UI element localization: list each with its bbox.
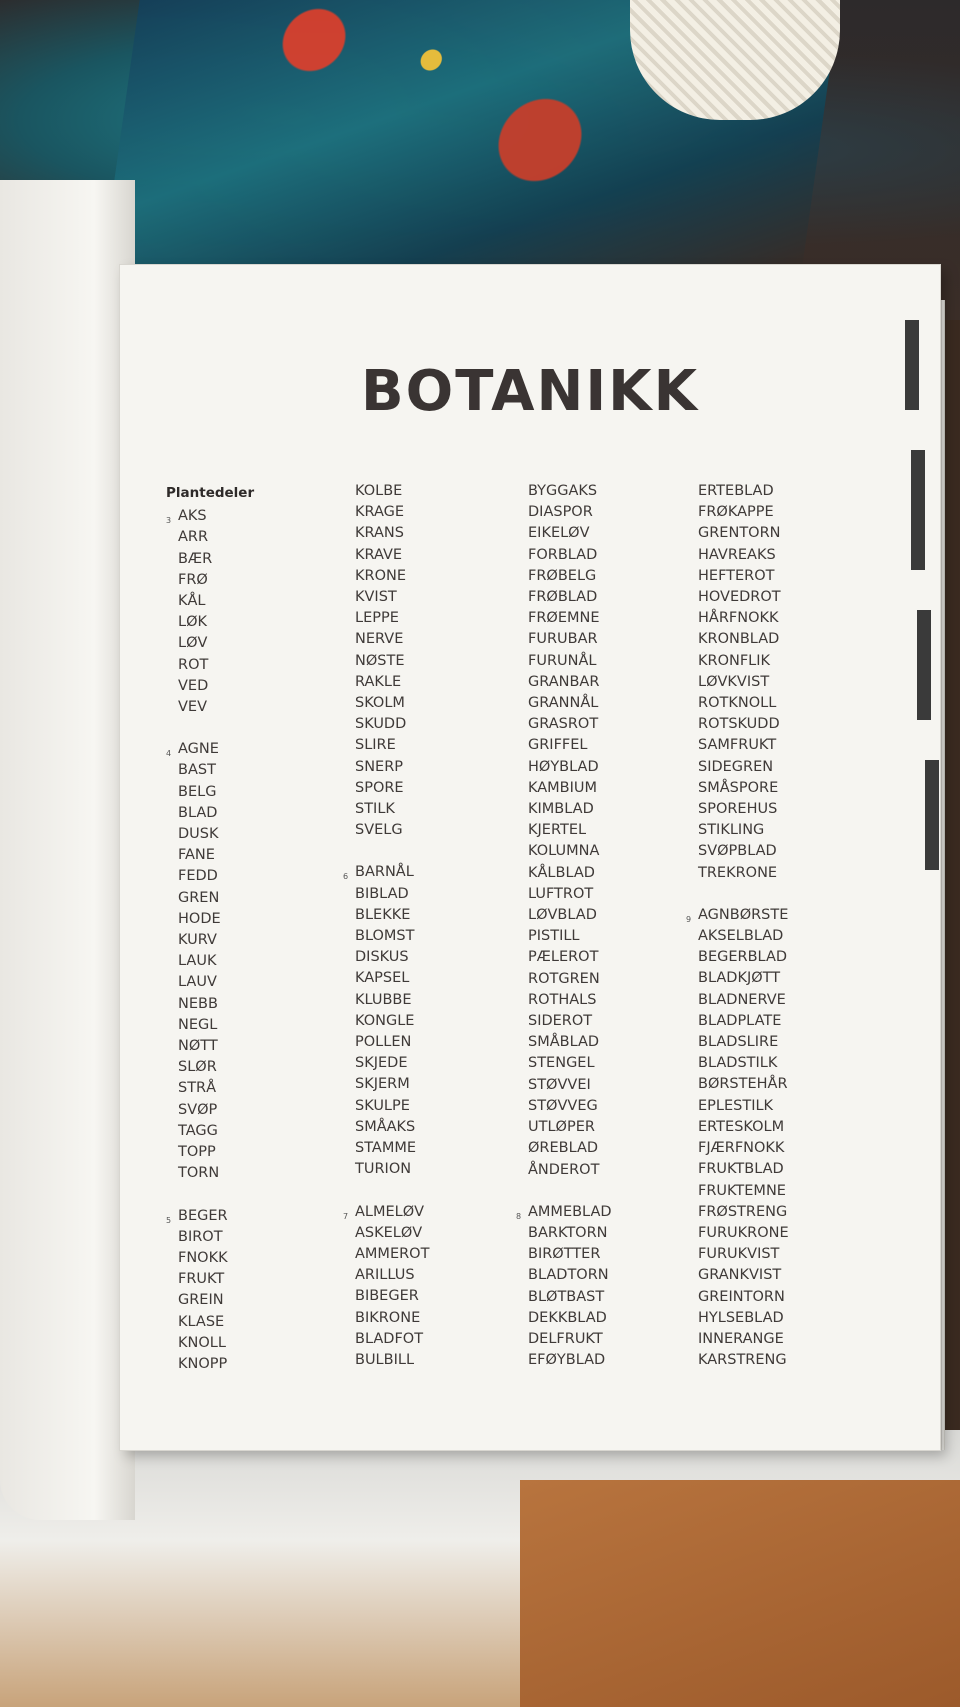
letter-count-marker: 6 bbox=[343, 872, 349, 882]
letter-count-marker: 3 bbox=[166, 516, 172, 526]
word-entry: BAST bbox=[178, 762, 216, 779]
word-entry: AGNBØRSTE bbox=[698, 906, 789, 923]
book-page bbox=[120, 265, 940, 1450]
word-entry: BYGGAKS bbox=[528, 483, 598, 499]
word-entry: PISTILL bbox=[528, 928, 580, 945]
word-entry: GRASROT bbox=[528, 716, 599, 733]
word-entry: ERTEBLAD bbox=[698, 483, 774, 499]
word-entry: LØVKVIST bbox=[698, 673, 770, 690]
word-entry: SKOLM bbox=[355, 695, 405, 712]
word-entry: BULBILL bbox=[355, 1351, 415, 1368]
word-entry: DEKKBLAD bbox=[528, 1309, 607, 1326]
word-entry: BIBLAD bbox=[355, 885, 409, 902]
word-entry: FRØKAPPE bbox=[698, 504, 774, 521]
word-entry: FJÆRFNOKK bbox=[698, 1140, 785, 1157]
word-entry: BELG bbox=[178, 783, 217, 800]
word-entry: HOVEDROT bbox=[698, 589, 781, 606]
word-entry: ASKELØV bbox=[355, 1224, 423, 1241]
word-entry: ROTSKUDD bbox=[698, 716, 780, 733]
word-entry: FRØSTRENG bbox=[698, 1203, 788, 1220]
word-entry: PÆLEROT bbox=[528, 949, 599, 966]
word-entry: STIKLING bbox=[698, 822, 765, 839]
word-entry: HÅRFNOKK bbox=[698, 610, 779, 627]
word-entry: FRØBLAD bbox=[528, 589, 598, 606]
word-entry: DIASPOR bbox=[528, 504, 593, 521]
word-entry: STRÅ bbox=[178, 1080, 217, 1097]
word-entry: LØVBLAD bbox=[528, 907, 597, 924]
word-entry: SMÅBLAD bbox=[528, 1034, 600, 1051]
word-entry: STENGEL bbox=[528, 1055, 595, 1072]
word-column-4 bbox=[686, 481, 868, 1371]
word-entry: GREIN bbox=[178, 1292, 224, 1309]
word-entry: INNERANGE bbox=[698, 1330, 784, 1347]
word-entry: SKUDD bbox=[355, 716, 407, 733]
word-entry: KRONBLAD bbox=[698, 631, 780, 648]
wooden-floor bbox=[520, 1480, 960, 1707]
word-entry: KNOLL bbox=[178, 1334, 226, 1351]
word-entry: BLAD bbox=[178, 804, 218, 821]
word-entry: KARSTRENG bbox=[698, 1352, 787, 1369]
word-entry: SPOREHUS bbox=[698, 801, 778, 818]
word-entry: KRONE bbox=[355, 567, 407, 584]
word-entry: DUSK bbox=[178, 826, 219, 843]
left-page-edge bbox=[0, 180, 135, 1520]
word-group bbox=[343, 1202, 525, 1372]
word-entry: BLØTBAST bbox=[528, 1288, 605, 1305]
word-entry: GRANBAR bbox=[528, 673, 600, 690]
word-entry: BEGERBLAD bbox=[698, 949, 788, 966]
word-group bbox=[528, 481, 698, 1181]
word-entry: SIDEGREN bbox=[698, 758, 774, 775]
word-entry: KIMBLAD bbox=[528, 801, 594, 818]
word-entry: GREINTORN bbox=[698, 1288, 785, 1305]
word-entry: KJERTEL bbox=[528, 822, 587, 839]
word-group bbox=[355, 481, 525, 841]
word-entry: BLADNERVE bbox=[698, 991, 786, 1008]
word-entry: KLASE bbox=[178, 1313, 225, 1330]
word-entry: TAGG bbox=[178, 1122, 218, 1139]
word-entry: FORBLAD bbox=[528, 546, 598, 563]
word-entry: FRØ bbox=[178, 571, 208, 588]
word-entry: RAKLE bbox=[355, 673, 402, 690]
word-entry: BIRØTTER bbox=[528, 1246, 601, 1263]
word-entry: GRIFFEL bbox=[528, 737, 588, 754]
word-entry: SLIRE bbox=[355, 737, 396, 754]
word-entry: KAPSEL bbox=[355, 970, 410, 987]
word-entry: LØK bbox=[178, 614, 207, 631]
word-entry: FRØEMNE bbox=[528, 610, 600, 627]
word-column-2 bbox=[343, 481, 525, 1371]
word-entry: EIKELØV bbox=[528, 525, 590, 542]
word-entry: FRØBELG bbox=[528, 567, 597, 584]
word-entry: DELFRUKT bbox=[528, 1330, 603, 1347]
word-entry: SVØP bbox=[178, 1101, 218, 1118]
word-entry: SIDEROT bbox=[528, 1013, 593, 1030]
word-entry: EPLESTILK bbox=[698, 1097, 774, 1114]
word-group bbox=[686, 905, 868, 1371]
word-entry: SAMFRUKT bbox=[698, 737, 777, 754]
word-entry: ERTESKOLM bbox=[698, 1118, 785, 1135]
word-entry: BIROT bbox=[178, 1228, 223, 1245]
word-entry: BLADPLATE bbox=[698, 1012, 782, 1029]
word-entry: LUFTROT bbox=[528, 885, 594, 902]
word-entry: KURV bbox=[178, 932, 217, 949]
word-entry: STILK bbox=[355, 801, 395, 818]
word-entry: FRUKTBLAD bbox=[698, 1161, 784, 1178]
word-entry: ROTHALS bbox=[528, 991, 597, 1008]
word-entry: VED bbox=[178, 677, 209, 694]
word-entry: HØYBLAD bbox=[528, 758, 599, 775]
word-entry: GRANKVIST bbox=[698, 1267, 782, 1284]
word-entry: NEBB bbox=[178, 995, 218, 1012]
letter-count-marker: 7 bbox=[343, 1211, 349, 1221]
word-entry: SKJEDE bbox=[355, 1055, 408, 1072]
word-entry: VEV bbox=[178, 699, 207, 716]
word-entry: KOLUMNA bbox=[528, 843, 600, 860]
word-entry: AMMEBLAD bbox=[528, 1203, 612, 1220]
thumb-index-tabs bbox=[905, 320, 945, 1320]
word-entry: KLUBBE bbox=[355, 991, 412, 1008]
word-entry: AMMEROT bbox=[355, 1245, 430, 1262]
word-entry: ØREBLAD bbox=[528, 1140, 599, 1157]
word-entry: SMÅAKS bbox=[355, 1118, 416, 1135]
word-entry: AKSELBLAD bbox=[698, 928, 784, 945]
word-entry: SNERP bbox=[355, 758, 404, 775]
word-entry: AKS bbox=[178, 508, 207, 525]
word-entry: POLLEN bbox=[355, 1034, 412, 1051]
word-entry: TOPP bbox=[178, 1144, 216, 1161]
letter-count-marker: 5 bbox=[166, 1215, 172, 1225]
word-entry: BÆR bbox=[178, 550, 213, 567]
word-entry: BIKRONE bbox=[355, 1309, 421, 1326]
word-entry: SKJERM bbox=[355, 1076, 410, 1093]
word-entry: NØTT bbox=[178, 1038, 218, 1055]
letter-count-marker: 8 bbox=[516, 1211, 522, 1221]
word-entry: SPORE bbox=[355, 779, 404, 796]
word-column-3 bbox=[516, 481, 698, 1371]
word-entry: KÅL bbox=[178, 593, 206, 610]
word-entry: NØSTE bbox=[355, 652, 405, 669]
word-entry: GRANNÅL bbox=[528, 695, 599, 712]
word-entry: FURUBAR bbox=[528, 631, 598, 648]
word-entry: LØV bbox=[178, 635, 208, 652]
word-entry: FRUKTEMNE bbox=[698, 1182, 786, 1199]
word-entry: BLADSTILK bbox=[698, 1055, 778, 1072]
word-entry: ROTGREN bbox=[528, 970, 600, 987]
word-entry: FEDD bbox=[178, 868, 218, 885]
word-entry: SKULPE bbox=[355, 1097, 410, 1114]
word-entry: LAUK bbox=[178, 953, 217, 970]
word-entry: STØVVEI bbox=[528, 1076, 591, 1093]
word-entry: KRONFLIK bbox=[698, 652, 771, 669]
word-entry: KOLBE bbox=[355, 483, 403, 499]
word-entry: BIBEGER bbox=[355, 1288, 419, 1305]
word-entry: STAMME bbox=[355, 1140, 417, 1157]
word-entry: NERVE bbox=[355, 631, 404, 648]
word-entry: BLADKJØTT bbox=[698, 970, 781, 987]
word-entry: TURION bbox=[355, 1161, 412, 1178]
word-group bbox=[166, 739, 348, 1184]
word-entry: ÅNDEROT bbox=[528, 1161, 600, 1178]
letter-count-marker: 9 bbox=[686, 914, 692, 924]
word-entry: BARNÅL bbox=[355, 864, 414, 881]
word-entry: BEGER bbox=[178, 1207, 228, 1224]
word-entry: FURUKRONE bbox=[698, 1224, 789, 1241]
word-entry: KRAGE bbox=[355, 504, 405, 521]
word-entry: SMÅSPORE bbox=[698, 779, 779, 796]
word-entry: KAMBIUM bbox=[528, 779, 598, 796]
word-entry: TORN bbox=[178, 1165, 220, 1182]
word-group bbox=[343, 862, 525, 1180]
word-group bbox=[166, 506, 348, 718]
word-entry: HEFTEROT bbox=[698, 567, 775, 584]
word-entry: FRUKT bbox=[178, 1271, 225, 1288]
word-group bbox=[698, 481, 868, 884]
word-entry: UTLØPER bbox=[528, 1119, 595, 1136]
word-entry: SVELG bbox=[355, 822, 403, 839]
word-entry: ROT bbox=[178, 656, 209, 673]
word-entry: TREKRONE bbox=[698, 864, 778, 881]
word-entry: LAUV bbox=[178, 974, 217, 991]
word-entry: KRANS bbox=[355, 525, 404, 542]
word-entry: ROTKNOLL bbox=[698, 695, 777, 712]
word-entry: KONGLE bbox=[355, 1012, 415, 1029]
word-entry: ARR bbox=[178, 529, 209, 546]
word-entry: BARKTORN bbox=[528, 1224, 608, 1241]
word-entry: EFØYBLAD bbox=[528, 1352, 606, 1369]
word-entry: GRENTORN bbox=[698, 525, 781, 542]
word-entry: HYLSEBLAD bbox=[698, 1309, 784, 1326]
word-entry: BØRSTEHÅR bbox=[698, 1076, 788, 1093]
word-entry: KRAVE bbox=[355, 546, 403, 563]
word-entry: FURUNÅL bbox=[528, 652, 597, 669]
word-entry: FANE bbox=[178, 847, 215, 864]
word-entry: HODE bbox=[178, 910, 221, 927]
word-column-1 bbox=[166, 483, 348, 1375]
page-title: BOTANIKK bbox=[361, 359, 699, 424]
word-entry: BLADSLIRE bbox=[698, 1034, 779, 1051]
word-entry: SVØPBLAD bbox=[698, 843, 777, 860]
word-entry: BLADTORN bbox=[528, 1267, 609, 1284]
word-entry: KVIST bbox=[355, 589, 397, 606]
letter-count-marker: 4 bbox=[166, 749, 172, 759]
word-entry: FNOKK bbox=[178, 1249, 228, 1266]
word-entry: BLEKKE bbox=[355, 906, 411, 923]
word-entry: LEPPE bbox=[355, 610, 399, 627]
word-entry: HAVREAKS bbox=[698, 546, 776, 563]
word-entry: ARILLUS bbox=[355, 1267, 415, 1284]
word-entry: DISKUS bbox=[355, 949, 409, 966]
word-entry: GREN bbox=[178, 889, 220, 906]
word-entry: STØVVEG bbox=[528, 1097, 598, 1114]
word-entry: BLADFOT bbox=[355, 1330, 424, 1347]
section-heading: Plantedeler bbox=[166, 485, 255, 501]
word-entry: KNOPP bbox=[178, 1355, 228, 1372]
word-entry: ALMELØV bbox=[355, 1203, 425, 1220]
word-entry: NEGL bbox=[178, 1016, 218, 1033]
word-entry: BLOMST bbox=[355, 928, 415, 945]
word-entry: KÅLBLAD bbox=[528, 864, 595, 881]
word-entry: AGNE bbox=[178, 741, 219, 758]
word-entry: FURUKVIST bbox=[698, 1246, 780, 1263]
word-group bbox=[516, 1202, 698, 1372]
word-group bbox=[166, 1206, 348, 1376]
word-entry: SLØR bbox=[178, 1059, 217, 1076]
